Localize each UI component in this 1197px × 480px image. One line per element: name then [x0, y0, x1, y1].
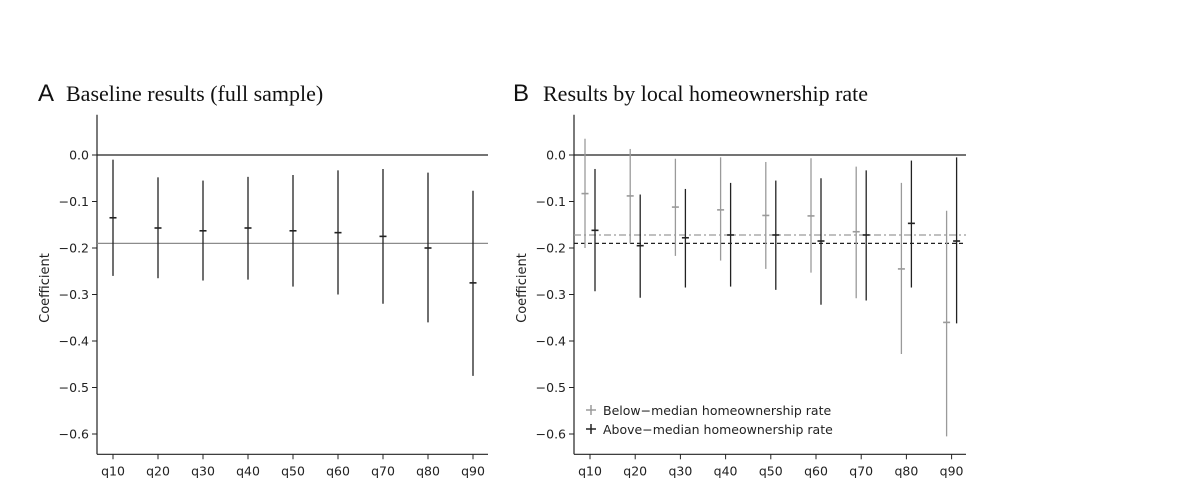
panel-a-plot: [59, 115, 488, 479]
panel-b-letter: B: [513, 80, 530, 107]
y-tick-label: 0.0: [546, 147, 566, 163]
series-below-median: [582, 139, 951, 437]
y-tick-label: −0.6: [535, 426, 566, 442]
legend-label-below: Below−median homeownership rate: [603, 403, 832, 418]
y-tick-label: −0.4: [58, 333, 89, 349]
y-tick-label: −0.4: [535, 333, 566, 349]
x-tick-label: q20: [623, 463, 648, 479]
x-tick-label: q50: [281, 463, 305, 479]
panel-b-title: Results by local homeownership rate: [543, 81, 869, 106]
y-tick-label: −0.2: [535, 240, 566, 256]
y-tick-label: 0.0: [69, 147, 89, 163]
panel-b-legend: [586, 403, 833, 437]
y-tick-label: −0.3: [58, 287, 89, 302]
series-above-median: [592, 157, 961, 323]
x-tick-label: q30: [668, 463, 693, 479]
x-tick-label: q40: [236, 463, 260, 479]
panel-a: [38, 80, 488, 478]
panel-b: [513, 80, 966, 478]
panel-a-letter: A: [38, 80, 55, 107]
x-tick-label: q40: [713, 463, 738, 479]
panel-a-ylabel: Coefficient: [38, 253, 53, 323]
x-tick-label: q50: [758, 463, 783, 479]
series-coefficients: [110, 160, 477, 376]
panel-b-ylabel: Coefficient: [515, 253, 530, 323]
legend-label-above: Above−median homeownership rate: [603, 422, 833, 437]
x-tick-label: q70: [849, 463, 874, 479]
x-tick-label: q60: [326, 463, 350, 479]
x-tick-label: q80: [416, 463, 440, 479]
legend-item-above: [586, 422, 833, 437]
y-tick-label: −0.3: [535, 287, 566, 302]
y-tick-label: −0.5: [58, 380, 89, 395]
panel-a-title: Baseline results (full sample): [66, 81, 324, 106]
x-tick-label: q90: [461, 463, 485, 479]
y-tick-label: −0.1: [58, 194, 89, 209]
x-tick-label: q10: [578, 463, 602, 479]
x-tick-label: q20: [146, 463, 170, 479]
y-tick-label: −0.2: [58, 240, 89, 256]
legend-item-below: [586, 403, 831, 418]
y-tick-label: −0.5: [535, 380, 566, 395]
x-tick-label: q90: [939, 463, 964, 479]
x-tick-label: q30: [191, 463, 215, 479]
x-tick-label: q10: [101, 463, 125, 479]
x-tick-label: q70: [371, 463, 395, 479]
y-tick-label: −0.6: [58, 426, 89, 442]
x-tick-label: q60: [804, 463, 828, 479]
x-tick-label: q80: [894, 463, 919, 479]
y-tick-label: −0.1: [535, 194, 566, 209]
